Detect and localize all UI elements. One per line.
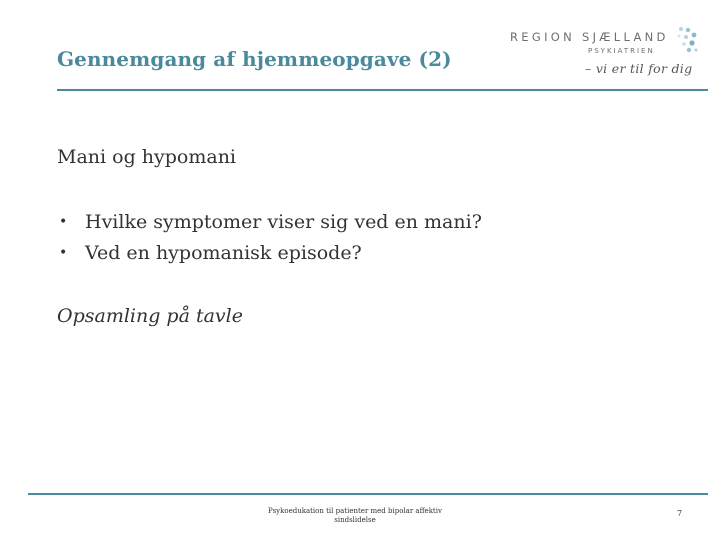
bullet-icon: • bbox=[59, 245, 68, 261]
bullet-icon: • bbox=[59, 214, 68, 230]
bullet-text: Hvilke symptomer viser sig ved en mani? bbox=[85, 211, 482, 233]
footer-line-2: sindslidelse bbox=[334, 516, 376, 524]
footer-caption bbox=[255, 507, 455, 525]
logo-tagline: – vi er til for dig bbox=[585, 61, 693, 76]
page-number: 7 bbox=[677, 509, 683, 518]
logo-sub-text: PSYKIATRIEN bbox=[588, 47, 655, 55]
section-subtitle: Mani og hypomani bbox=[57, 146, 237, 168]
slide-title: Gennemgang af hjemmeopgave (2) bbox=[57, 47, 452, 71]
title-divider bbox=[57, 89, 708, 91]
bullet-text: Ved en hypomanisk episode? bbox=[85, 242, 362, 264]
logo-main-text: REGION SJÆLLAND bbox=[510, 30, 669, 44]
bullet-list bbox=[57, 207, 482, 269]
footer-divider bbox=[28, 493, 708, 495]
logo-dots-icon bbox=[669, 26, 699, 56]
summary-note: Opsamling på tavle bbox=[57, 305, 243, 327]
region-sjaelland-logo bbox=[505, 26, 700, 88]
list-item bbox=[57, 238, 482, 269]
footer-line-1: Psykoedukation til patienter med bipolar affektiv bbox=[268, 507, 442, 515]
list-item bbox=[57, 207, 482, 238]
